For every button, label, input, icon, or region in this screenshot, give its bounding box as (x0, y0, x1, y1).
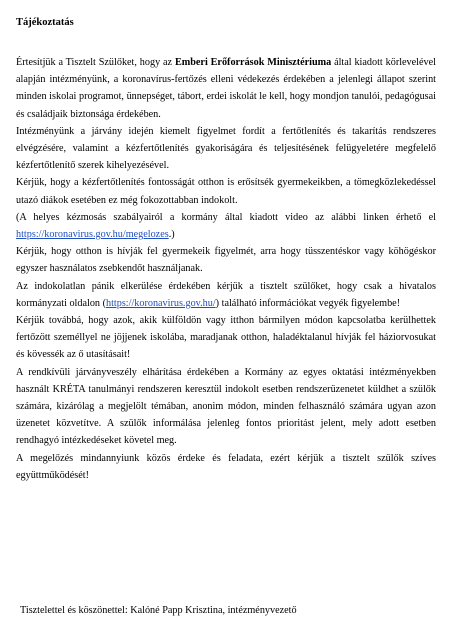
paragraph-announcement-text-cont: által kiadott körlevelével alapján intézményünk, a koronavírus-fertőzés elleni védekezés érdekében a jelenlegi állapot szerint minden iskolai programot, ünnepséget, tábort, erdei iskolát le kell, hogy mondjon tanulói, pedagógusai és családjaik biztonsága érdekében. (16, 57, 436, 120)
paragraph-official-site-close: ) található információkat vegyék figyelembe! (215, 297, 401, 309)
paragraph-handwashing-video (16, 209, 436, 243)
paragraph-official-site-text: Az indokolatlan pánik elkerülése érdekében kérjük a tisztelt szülőket, hogy csak a hivatalos kormányzati oldalon ( (16, 280, 436, 309)
document-title: Tájékoztatás (16, 17, 74, 28)
paragraph-cooperation: A megelőzés mindannyiunk közös érdeke és feladata, ezért kérjük a tisztelt szülők szíves együttműködését! (16, 452, 436, 481)
signature-line: Tisztelettel és köszönettel: Kalóné Papp Krisztina, intézményvezető (20, 605, 297, 616)
paragraph-announcement-text: Értesítjük a Tisztelt Szülőket, hogy az (16, 57, 175, 68)
paragraph-official-site (16, 278, 436, 312)
paragraph-sneezing: Kérjük, hogy otthon is hívják fel gyermekeik figyelmét, arra hogy tüsszentéskor vagy köhögéskor egyszer használatos zsebkendőt használjanak. (16, 246, 436, 275)
link-koronavirus-gov[interactable]: https://koronavirus.gov.hu/ (105, 297, 216, 309)
document-body (16, 54, 436, 484)
ministry-name: Emberi Erőforrások Minisztériuma (174, 57, 332, 68)
paragraph-contact-infected: Kérjük továbbá, hogy azok, akik külföldön vagy itthon bármilyen módon kapcsolatba kerülhettek fertőzött személlyel ne jöjjenek iskolába, maradjanak otthon, haladéktalanul hívják fel háziorvosukat és kövessék az ő utasításait! (16, 315, 436, 361)
paragraph-handwashing-close: .) (168, 229, 175, 241)
paragraph-hand-disinfection: Kérjük, hogy a kézfertőtlenítés fontosságát otthon is erősítsék gyermekeikben, a tömegközlekedéssel utazó diákok esetében ez még fokozottabban indokolt. (16, 177, 436, 206)
paragraph-announcement (16, 54, 436, 123)
paragraph-disinfection: Intézményünk a járvány idején kiemelt figyelmet fordít a fertőtlenítés és takarítás rendszeres elvégzésére, valamint a kézfertőtlenítés gyakoriságára és teljesítésének felügyeletére megfelelő kézfertőtlenítő szerek kihelyezésével. (16, 125, 436, 172)
paragraph-handwashing-text: (A helyes kézmosás szabályairól a kormány által kiadott video az alábbi linken érhető el (16, 211, 436, 223)
link-megelozes[interactable]: https://koronavirus.gov.hu/megelozes (16, 229, 169, 241)
paragraph-kreta-system: A rendkívüli járványveszély elhárítása érdekében a Kormány az egyes oktatási intézményekben használt KRÉTA tanulmányi rendszeren keresztül indokolt esetben rendszerüzenetet küldhet a szülők számára, kizárólag a megjelölt témában, anonim módon, minden felhasználó számára ugyan azon üzenetet közvetítve. A szülők informálása jelenleg fontos prioritást jelent, mely adott esetben rendhagyó intézkedéseket követel meg. (16, 366, 436, 447)
